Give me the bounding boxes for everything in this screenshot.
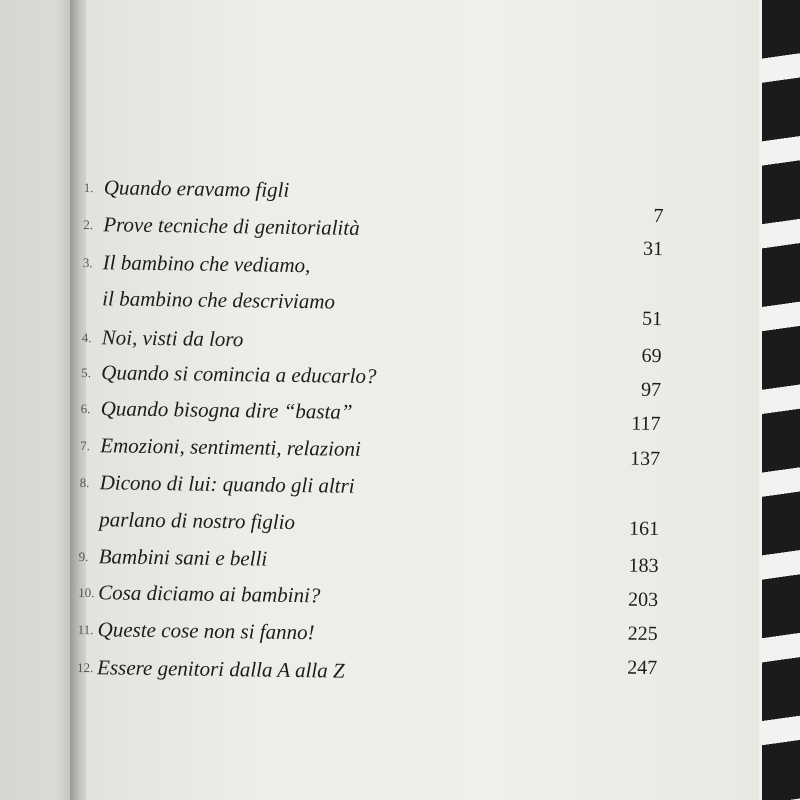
chapter-title: parlano di nostro figlio	[99, 507, 296, 534]
chapter-title: Essere genitori dalla A alla Z	[96, 655, 345, 683]
chapter-number: 4.	[81, 329, 92, 346]
toc-entry	[83, 250, 311, 278]
toc-entry	[83, 212, 360, 241]
toc-entry	[79, 507, 295, 535]
page-number: 183	[628, 554, 659, 578]
chapter-title: Quando eravamo figli	[103, 175, 290, 202]
toc-entry	[77, 655, 345, 684]
chapter-title: Il bambino che vediamo,	[102, 250, 311, 278]
toc-entry	[81, 396, 353, 425]
chapter-number: 2.	[83, 216, 94, 233]
chapter-number: 3.	[82, 254, 93, 271]
table-of-contents	[76, 175, 684, 743]
chapter-title: Emozioni, sentimenti, relazioni	[100, 433, 361, 461]
page-number: 117	[631, 412, 661, 436]
toc-entry	[78, 544, 267, 572]
page-number: 7	[653, 204, 664, 228]
toc-entry	[84, 175, 290, 203]
chapter-number: 10.	[78, 584, 95, 601]
chapter-title: Noi, visti da loro	[101, 325, 244, 352]
page-number: 69	[641, 344, 662, 368]
page-number: 225	[627, 622, 658, 646]
toc-entry	[80, 433, 361, 462]
chapter-title: Queste cose non si fanno!	[97, 617, 315, 645]
chapter-number: 11.	[77, 621, 94, 638]
toc-entry	[80, 470, 355, 499]
toc-entry	[77, 617, 314, 645]
chapter-number: 1.	[83, 179, 94, 196]
page-number: 137	[629, 447, 661, 471]
chapter-number: 7.	[80, 437, 91, 454]
toc-entry	[81, 360, 377, 389]
page-number: 203	[627, 588, 659, 612]
chapter-number: 9.	[78, 548, 89, 565]
chapter-title: Quando bisogna dire “basta”	[100, 396, 353, 424]
chapter-number: 6.	[80, 400, 91, 417]
chapter-number: 12.	[77, 659, 94, 676]
chapter-title: Dicono di lui: quando gli altri	[99, 470, 355, 498]
toc-entry	[82, 325, 244, 352]
chapter-title: Cosa diciamo ai bambini?	[98, 580, 321, 608]
page-number: 247	[627, 656, 658, 680]
chapter-title: Bambini sani e belli	[98, 544, 268, 571]
page-number: 51	[641, 307, 663, 331]
striped-backdrop	[762, 0, 800, 800]
page-number: 31	[642, 237, 664, 261]
chapter-title: il bambino che descriviamo	[102, 286, 336, 314]
page-number: 97	[640, 378, 662, 402]
chapter-number: 5.	[81, 364, 92, 381]
left-page	[0, 0, 78, 800]
toc-entry	[78, 580, 321, 608]
chapter-title: Quando si comincia a educarlo?	[101, 360, 377, 389]
toc-entry	[82, 286, 335, 315]
chapter-number: 8.	[79, 474, 90, 491]
page-number: 161	[628, 517, 660, 541]
chapter-title: Prove tecniche di genitorialità	[103, 212, 360, 240]
